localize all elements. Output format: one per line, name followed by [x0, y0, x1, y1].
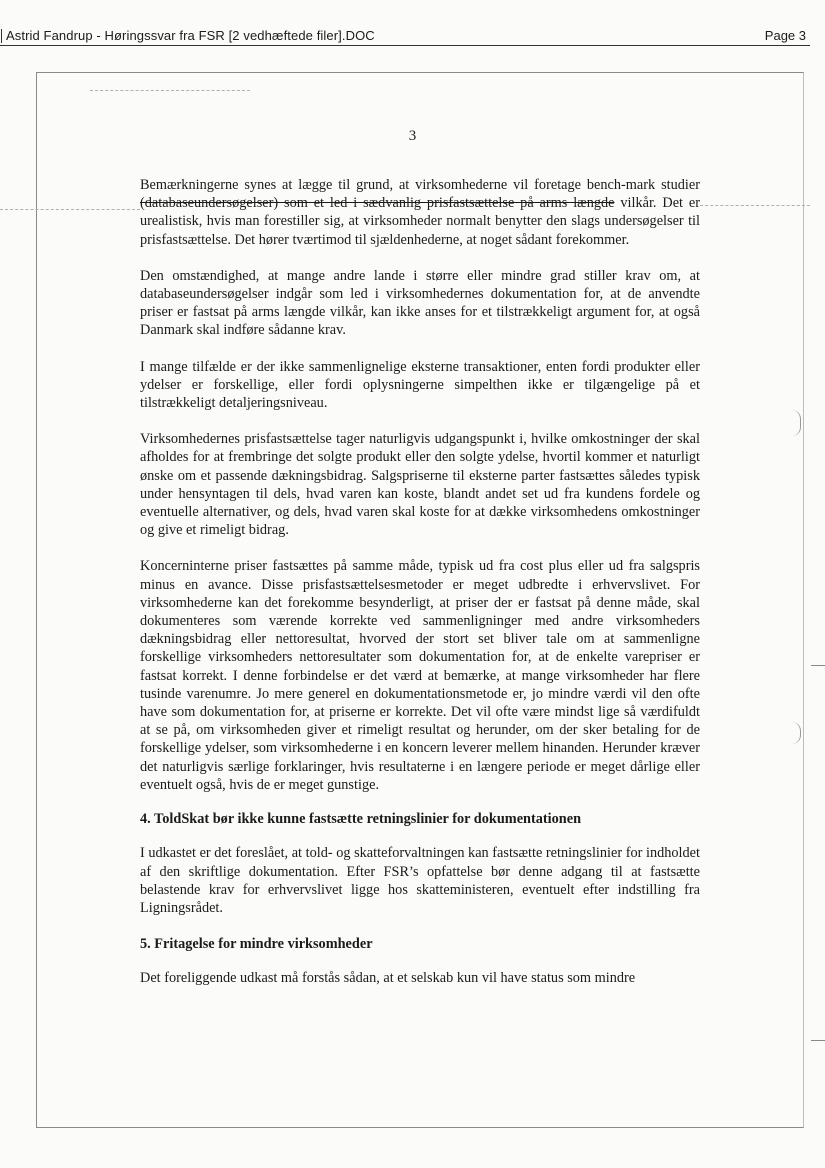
margin-tick-mark [811, 1040, 825, 1041]
paragraph-text: vilkår. Det er urealistisk, hvis man forestiller sig, at virksomheder normalt benytter den slags undersøgelser til prisfastsættelse. Det hører tværtimod til sjældenhederne, at noget sådant forekommer. [140, 195, 700, 248]
paragraph: I udkastet er det foreslået, at told- og skatteforvaltningen kan fastsætte retningslinier for indholdet af den skriftlige dokumentation. Efter FSR’s opfattelse bør denne adgang til at fastsætte belastende krav for erhvervslivet ligge hos skatteministeren, eventuelt efter indstilling fra Ligningsrådet. [140, 845, 700, 916]
paragraph: Virksomhedernes prisfastsættelse tager naturligvis udgangspunkt i, hvilke omkostninger der skal afholdes for at frembringe det solgte produkt eller den solgte ydelse, hvortil kommer et naturligt ønske om et passende dækningsbidrag. Salgspriserne til eksterne parter fastsættes således typisk under hensyntagen til dels, hvad varen kan koste, blandt andet set ud fra kundens fordele og eventuelle alternativer, og dels, hvad varen skal koste for at dække virksomhedens omkostninger og give et rimeligt bidrag. [140, 431, 700, 539]
section-heading-5: 5. Fritagelse for mindre virksomheder [140, 936, 373, 953]
scan-artifact-line [0, 209, 140, 210]
paragraph [140, 176, 700, 249]
paragraph-text: Bemærkningerne synes at lægge til grund, at virksomhederne vil foretage bench-mark studier [140, 177, 700, 193]
scan-artifact-line [90, 90, 250, 91]
page-number: 3 [408, 128, 417, 144]
header-left-edge [1, 29, 2, 43]
paragraph: Koncerninterne priser fastsættes på samme måde, typisk ud fra cost plus eller ud fra salgspris minus en avance. Disse prisfastsættelsesmetoder er meget udbredte i erhvervslivet. For virksomhederne kan det forekomme besynderligt, at priser der er fastsat på denne måde, skal dokumenteres som værende korrekte ved sammenligninger med andre virksomheders dækningsbidrag eller nettoresultat, hvorved der stort set bliver tale om at sammenligne forskellige virksomheders nettoresultater som dokumentation for, at de enkelte varepriser er fastsat korrekt. I denne forbindelse er det værd at bemærke, at mange virksomheder har flere tusinde varenumre. Jo mere generel en dokumentationsmetode er, jo mindre værdi vil den ofte have som dokumentation for, at priserne er korrekte. Det vil ofte være mindst lige så værdifuldt at se på, om virksomheden giver et rimeligt resultat og herunder, om der sker betaling for de forskellige ydelser, som virksomhederne i en koncern leverer mellem hinanden. Herunder kræver det naturligvis særlige forklaringer, hvis resultaterne i en længere periode er meget dårlige eller eventuelt også, hvis de er meget gunstige. [140, 558, 700, 793]
paragraph: Det foreliggende udkast må forstås sådan, at et selskab kun vil have status som mindre [140, 970, 636, 987]
section-heading-4: 4. ToldSkat bør ikke kunne fastsætte retningslinier for dokumentationen [140, 811, 582, 828]
page-indicator: Page 3 [764, 28, 806, 43]
paragraph: Den omstændighed, at mange andre lande i større eller mindre grad stiller krav om, at databaseundersøgelser indgår som led i virksomhedernes dokumentation for, at de anvendte priser er fastsat på arms længde vilkår, kan ikke anses for et tilstrækkeligt argument for, at også Danmark skal indføre sådanne krav. [140, 267, 700, 339]
document-header-bar [0, 27, 810, 46]
document-body [140, 176, 700, 1006]
margin-tick-mark [811, 665, 825, 666]
scan-artifact-line [700, 205, 810, 206]
struck-through-text: (databaseundersøgelser) som et led i sædvanlig prisfastsættelse på arms længde [140, 195, 615, 212]
document-filename: Astrid Fandrup - Høringssvar fra FSR [2 vedhæftede filer].DOC [6, 28, 375, 43]
paragraph: I mange tilfælde er der ikke sammenlignelige eksterne transaktioner, enten fordi produkter eller ydelser er forskellige, eller fordi oplysningerne simpelthen ikke er tilgængelige på et tilstrækkeligt detaljeringsniveau. [140, 358, 700, 412]
